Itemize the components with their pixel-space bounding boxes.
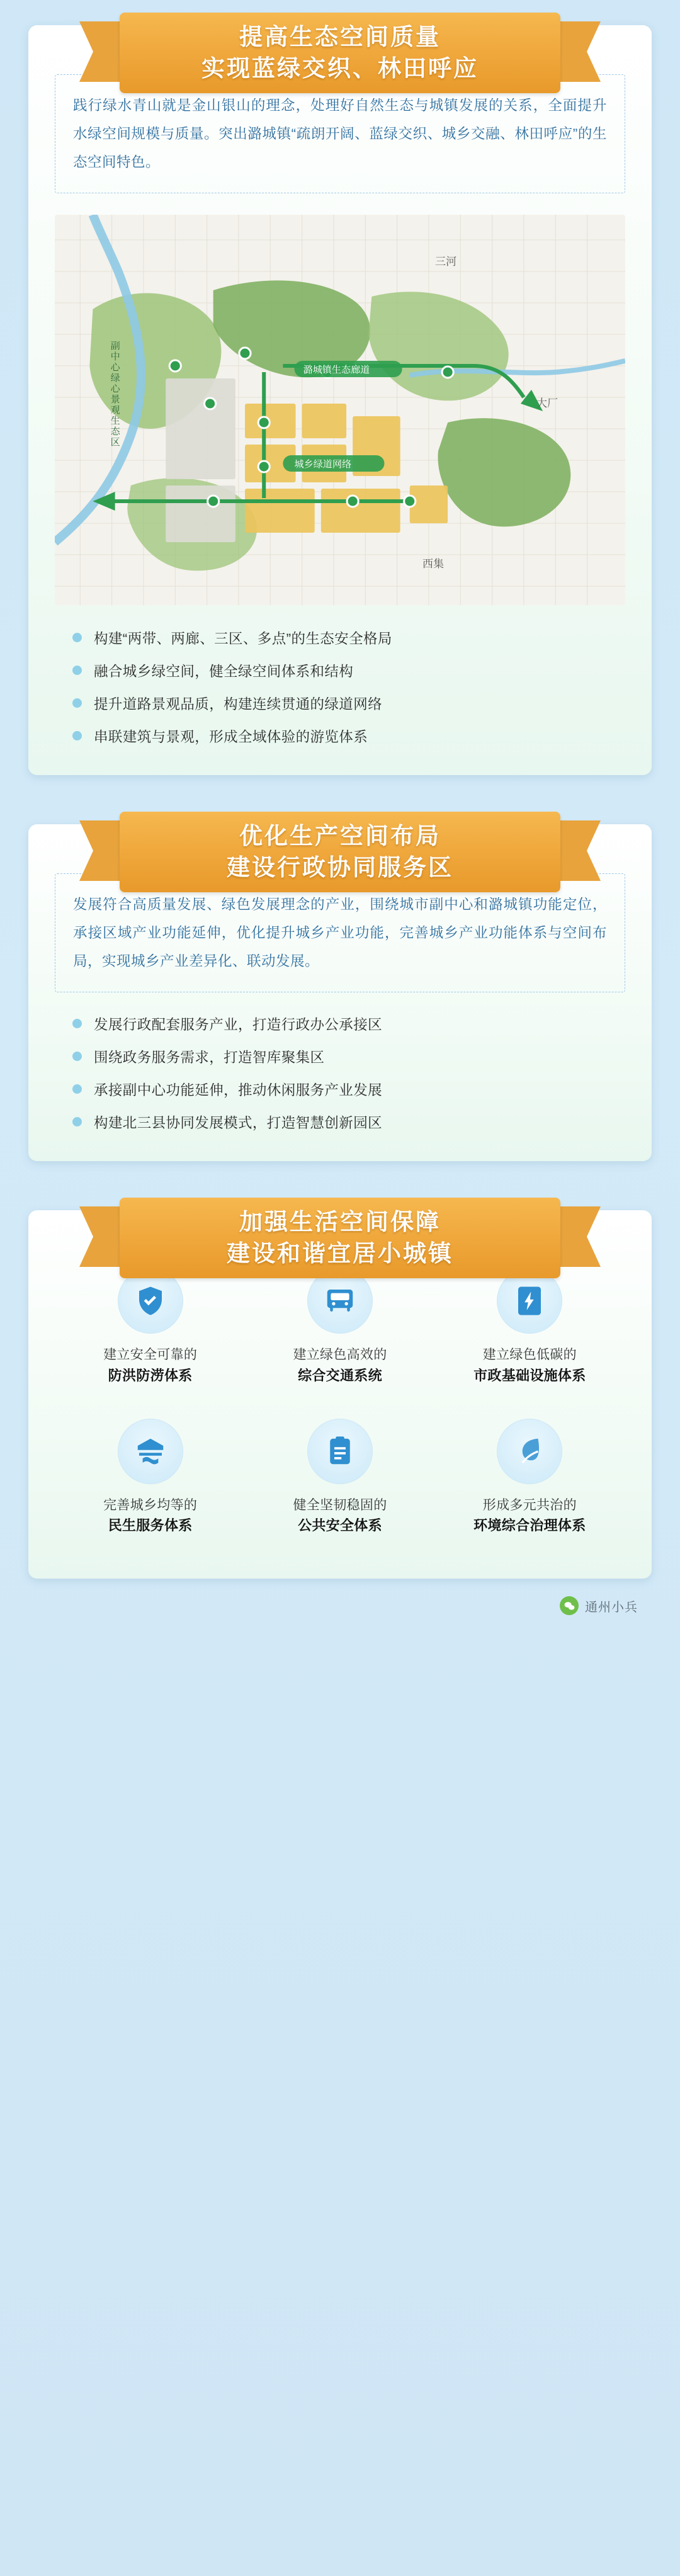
- icon-caption-line2: 环境综合治理体系: [473, 1518, 586, 1533]
- map-label-xiji: 西集: [422, 558, 445, 570]
- icon-caption-line1: 建立绿色低碳的: [482, 1348, 577, 1362]
- list-item: 串联建筑与景观，形成全域体验的游览体系: [71, 726, 625, 746]
- list-item: 围绕政务服务需求，打造智库聚集区: [71, 1047, 625, 1067]
- icon-caption-line2: 市政基础设施体系: [473, 1367, 586, 1383]
- paragraph-text-production: 发展符合高质量发展、绿色发展理念的产业，围绕城市副中心和潞城镇功能定位，承接区域产业功能延伸，优化提升城乡产业功能，完善城乡产业功能体系与空间布局，实现城乡产业差异化、联动发展。: [73, 897, 607, 969]
- bullet-list-ecology: [55, 628, 625, 746]
- icon-caption-line1: 完善城乡均等的: [103, 1497, 198, 1512]
- icon-caption-line1: 形成多元共治的: [482, 1497, 577, 1512]
- handshake-icon: [118, 1419, 183, 1484]
- bullet-list-production: [55, 1014, 625, 1132]
- list-item: 提升道路景观品质，构建连续贯通的绿道网络: [71, 693, 625, 713]
- ribbon-right-decoration: [555, 1206, 601, 1267]
- map-label-dachang: 大厂: [536, 397, 558, 410]
- list-item: 构建北三县协同发展模式，打造智慧创新园区: [71, 1112, 625, 1132]
- icon-cell-transport: [248, 1268, 431, 1386]
- icon-caption-line2: 防洪防涝体系: [108, 1367, 193, 1383]
- icon-cell-public-safety: [248, 1419, 431, 1536]
- icon-cell-public-service: [59, 1419, 242, 1536]
- list-item: 发展行政配套服务产业，打造行政办公承接区: [71, 1014, 625, 1034]
- banner-title-line2: 实现蓝绿交织、林田呼应: [201, 55, 479, 81]
- footer-account-name: 通州小兵: [585, 1600, 638, 1614]
- water-leaf-icon: [497, 1419, 562, 1484]
- map-label-green-heart: 副中心绿心景观生态区: [109, 341, 121, 448]
- icon-cell-municipal: [438, 1268, 621, 1386]
- section-banner-living: [101, 1196, 579, 1279]
- icon-grid-living: [55, 1259, 625, 1542]
- list-item: 承接副中心功能延伸，推动休闲服务产业发展: [71, 1079, 625, 1099]
- map-label-corridor: 潞城镇生态廊道: [303, 364, 370, 375]
- map-label-greenway: 城乡绿道网络: [294, 458, 352, 470]
- icon-caption-line1: 健全坚韧稳固的: [293, 1497, 387, 1512]
- section-banner-production: [101, 810, 579, 894]
- wechat-icon: [560, 1596, 579, 1615]
- map-svg: [55, 215, 625, 605]
- icon-caption-line2: 民生服务体系: [108, 1518, 193, 1533]
- list-item: 融合城乡绿空间，健全绿空间体系和结构: [71, 661, 625, 681]
- ribbon-left-decoration: [79, 820, 125, 881]
- ribbon-left-decoration: [79, 1206, 125, 1267]
- icon-caption-line1: 建立安全可靠的: [103, 1348, 198, 1362]
- icon-caption-line2: 综合交通系统: [298, 1367, 382, 1383]
- ribbon-right-decoration: [555, 21, 601, 82]
- banner-plate: [120, 1198, 560, 1278]
- planning-map-image: [55, 215, 625, 605]
- banner-plate: [120, 812, 560, 892]
- banner-title-line1: 优化生产空间布局: [239, 822, 441, 849]
- section-card-living: [28, 1210, 652, 1579]
- footer-account: [28, 1579, 652, 1633]
- banner-title-line2: 建设和谐宜居小城镇: [227, 1240, 453, 1266]
- paragraph-text-ecology: 践行绿水青山就是金山银山的理念，处理好自然生态与城镇发展的关系，全面提升水绿空间规模与质量。突出潞城镇“疏朗开阔、蓝绿交织、城乡交融、林田呼应”的生态空间特色。: [73, 98, 607, 170]
- section-card-ecology: [28, 25, 652, 775]
- icon-caption-line1: 建立绿色高效的: [293, 1348, 387, 1362]
- section-banner-ecology: [101, 11, 579, 94]
- section-card-production: [28, 824, 652, 1161]
- banner-title-line1: 提高生态空间质量: [239, 23, 441, 50]
- ribbon-left-decoration: [79, 21, 125, 82]
- banner-plate: [120, 13, 560, 93]
- icon-cell-environment: [438, 1419, 621, 1536]
- map-label-sanhe: 三河: [435, 256, 457, 268]
- banner-title-line2: 建设行政协同服务区: [227, 854, 453, 880]
- banner-title-line1: 加强生活空间保障: [239, 1208, 441, 1235]
- clipboard-icon: [307, 1419, 373, 1484]
- icon-cell-flood-control: [59, 1268, 242, 1386]
- ribbon-right-decoration: [555, 820, 601, 881]
- list-item: 构建“两带、两廊、三区、多点”的生态安全格局: [71, 628, 625, 648]
- icon-caption-line2: 公共安全体系: [298, 1518, 382, 1533]
